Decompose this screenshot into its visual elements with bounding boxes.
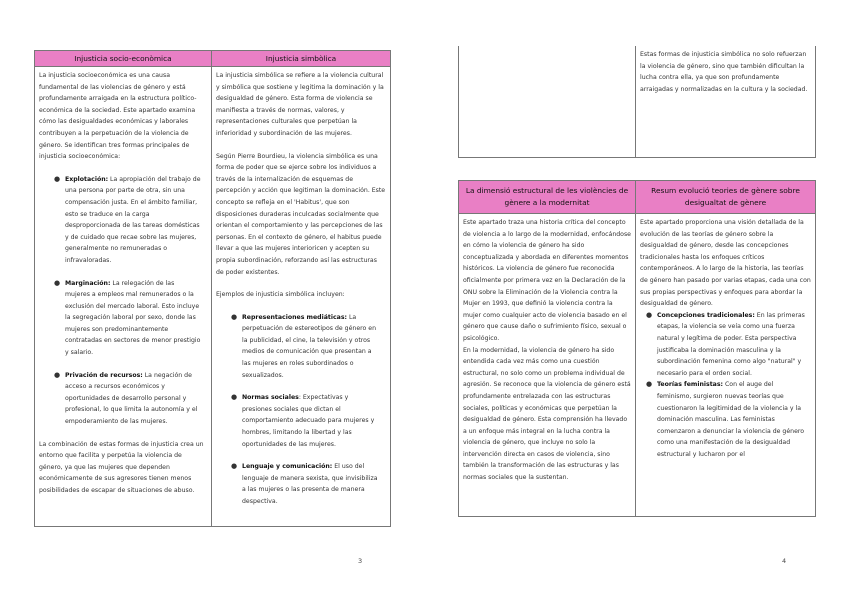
theories-paragraph: Este apartado proporciona una visión detallada de la evolución de las teorías de género sobre la desigualdad de género, desde las concepciones tradicionales hasta los enfoques críticos contemporáneos. A lo largo de la historia, las teorías de género han pasado por varias etapas, cada una con sus propias perspectivas y enfoques para abordar la desigualdad de género. — [640, 219, 811, 308]
page-number: 3 — [358, 557, 363, 565]
list-item: ● Normas sociales: Expectativas y presiones sociales que dictan el comportamiento adecuado para mujeres y hombres, limitando la libertad y las oportunidades de las mujeres. — [231, 393, 375, 448]
theories-header: Resum evolució teories de gènere sobre desigualtat de gènere — [636, 181, 815, 214]
continued-text-body — [636, 46, 815, 98]
list-item: ● Explotación: La apropiación del trabajo de una persona por parte de otra, sin una compensación justa. En el ámbito familiar, esto se traduce en la carga desproporcionada de las tareas domésticas y de cuidado que recae sobre las mujeres, generalmente no remuneradas o infravaloradas. — [54, 174, 201, 264]
continued-empty-column — [459, 46, 636, 157]
page-number: 4 — [782, 557, 787, 565]
symbolic-paragraph-3: Ejemplos de injusticia simbólica incluyen: — [216, 291, 345, 299]
structural-table — [458, 180, 816, 517]
continued-text-column — [636, 46, 815, 157]
injustice-table — [34, 50, 391, 527]
structural-header: La dimensió estructural de les violències de gènere a la modernitat — [459, 181, 635, 214]
list-item: ● Teorías feministas: Con el auge del feminismo, surgieron nuevas teorías que cuestionaron la legitimidad de la violencia y la dominación masculina. Las feministas comenzaron a denunciar la violencia de género como una manifestación de la desigualdad estructural y lucharon por el — [646, 380, 805, 458]
structural-body — [459, 214, 635, 487]
socioeconomic-header: Injusticia socio-econòmica — [35, 51, 211, 67]
symbolic-list — [216, 312, 386, 508]
list-item: ● Marginación: La relegación de las mujeres a empleos mal remunerados o la exclusión del mercado laboral. Esto incluye la segregación laboral por sexo, donde las mujeres son predominantemente contratadas en sectores de menor prestigio y salario. — [54, 278, 201, 357]
symbolic-body — [212, 67, 390, 511]
structural-paragraph-2: En la modernidad, la violencia de género ha sido entendida cada vez más como una cuestión estructural, no solo como un problema individual de agresión. Se reconoce que la violencia de género está profundamente entrelazada con las estructuras sociales, políticas y económicas que perpetúan la desigualdad de género. Esta comprensión ha llevado a un enfoque más integral en la lucha contra la violencia de género, que incluye no solo la intervención directa en casos de violencia, sino también la transformación de las estructuras y las normas sociales que la sustentan. — [463, 346, 631, 482]
continued-text: Estas formas de injusticia simbólica no solo refuerzan la violencia de género, sino que también dificultan la lucha contra ella, ya que son profundamente arraigadas y normalizadas en la cultura y la sociedad. — [640, 51, 808, 93]
page-4 — [424, 0, 848, 599]
list-item: ● Lenguaje y comunicación: El uso del lenguaje de manera sexista, que invisibiliza a las mujeres o las presenta de manera despectiva. — [231, 462, 378, 505]
list-item: ● Representaciones mediáticas: La perpetuación de estereotipos de género en la publicidad, el cine, la televisión y otros medios de comunicación que presentan a las mujeres en roles subordinados o sexualizados. — [231, 312, 377, 379]
symbolic-column — [212, 51, 390, 526]
symbolic-header: Injusticia simbòlica — [212, 51, 390, 67]
theories-list — [640, 310, 811, 461]
symbolic-paragraph-1: La injusticia simbólica se refiere a la violencia cultural y simbólica que sostiene y legitima la dominación y la desigualdad de género. Esta forma de violencia se manifiesta a través de normas, valores, y representaciones culturales que perpetúan la inferioridad y subordinación de las mujeres. — [216, 72, 384, 137]
socioeconomic-body — [35, 67, 211, 500]
list-item: ● Concepciones tradicionales: En las primeras etapas, la violencia se veía como una fuerza natural y legítima de poder. Esta perspectiva justificaba la dominación masculina y la subordinación femenina como algo "natural" y necesario para el orden social. — [646, 310, 805, 377]
structural-paragraph-1: Este apartado traza una historia crítica del concepto de violencia a lo largo de la modernidad, enfocándose en cómo la violencia de género ha sido conceptualizada y abordada en diferentes momentos históricos. La violencia de género fue reconocida oficialmente por primera vez en la Declaración de la ONU sobre la Eliminación de la Violencia contra la Mujer en 1993, que definió la violencia contra la mujer como cualquier acto de violencia basado en el género que cause daño o sufrimiento físico, sexual o psicológico. — [463, 219, 631, 342]
symbolic-paragraph-2: Según Pierre Bourdieu, la violencia simbólica es una forma de poder que se ejerce sobre los individuos a través de la internalización de esquemas de percepción y acción que legitiman la dominación. Este concepto se refleja en el 'Habitus', que son disposiciones duraderas inculcadas socialmente que orientan el comportamiento y las percepciones de las personas. En el contexto de género, el habitus puede llevar a que las mujeres interioricen y acepten su propia subordinación, reforzando así las estructuras de poder existentes. — [216, 152, 386, 276]
list-item: ● Privación de recursos: La negación de acceso a recursos económicos y oportunidades de desarrollo personal y profesional, lo que limita la autonomía y el empoderamiento de las mujeres. — [54, 370, 198, 426]
structural-column — [459, 181, 636, 516]
theories-body — [636, 214, 815, 463]
continued-table — [458, 46, 816, 158]
theories-column — [636, 181, 815, 516]
socioeconomic-outro: La combinación de estas formas de injusticia crea un entorno que facilita y perpetúa la violencia de género, ya que las mujeres que dependen económicamente de sus agresores tienen menos posibilidades de escapar de situaciones de abuso. — [39, 440, 204, 494]
socioeconomic-list — [39, 174, 207, 428]
socioeconomic-intro: La injusticia socioeconómica es una causa fundamental de las violencias de género y está profundamente arraigada en la estructura político-económica de la sociedad. Este apartado examina cómo las desigualdades económicas y laborales contribuyen a la perpetuación de la violencia de género. Se identifican tres formas principales de injusticia socioeconómica: — [39, 72, 197, 161]
socioeconomic-column — [35, 51, 212, 526]
